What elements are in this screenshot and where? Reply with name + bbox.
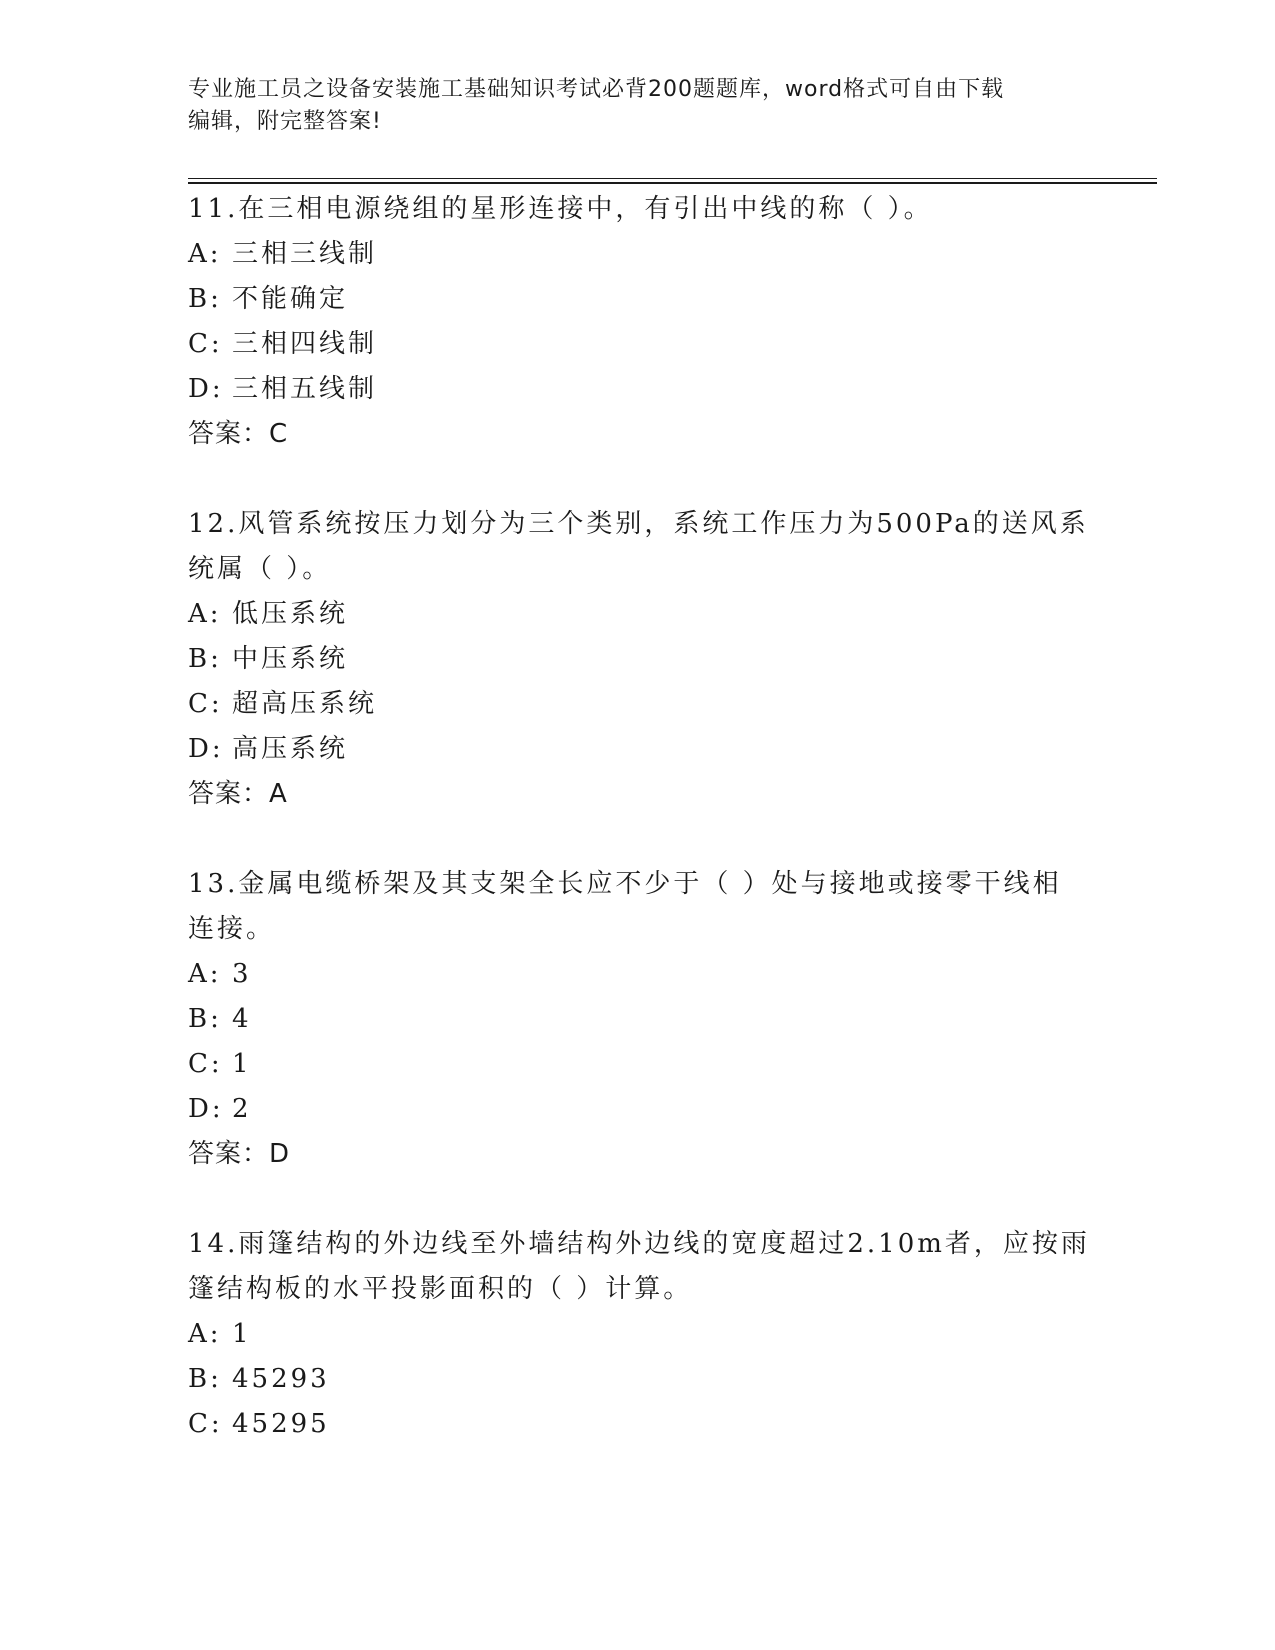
question-12-option-b — [188, 642, 348, 676]
question-13-option-d — [188, 1092, 252, 1126]
document-header — [188, 74, 1088, 138]
option-text: 45295 — [232, 1409, 330, 1439]
option-key: C: — [188, 329, 223, 359]
header-divider-thick — [188, 182, 1157, 184]
option-text: 三相五线制 — [232, 374, 378, 404]
header-line-2: 编辑，附完整答案! — [188, 109, 382, 134]
question-14-stem-line-1: 14.雨篷结构的外边线至外墙结构外边线的宽度超过2.10m者，应按雨 — [188, 1229, 1090, 1259]
question-11-answer: 答案：C — [188, 419, 289, 449]
question-14-option-c — [188, 1407, 330, 1441]
question-13-stem-line-2: 连接。 — [188, 914, 276, 944]
question-12-stem-line-2: 统属（ ）。 — [188, 554, 332, 584]
option-key: B: — [188, 644, 222, 674]
option-text: 4 — [232, 1004, 252, 1034]
option-text: 中压系统 — [232, 644, 349, 674]
question-13-option-b — [188, 1002, 252, 1036]
option-key: A: — [188, 1319, 222, 1349]
option-text: 超高压系统 — [232, 689, 378, 719]
option-key: B: — [188, 1364, 222, 1394]
option-key: D: — [188, 1094, 224, 1124]
option-text: 1 — [232, 1049, 252, 1079]
question-14-option-a — [188, 1317, 252, 1351]
option-text: 三相四线制 — [232, 329, 378, 359]
question-13-option-c — [188, 1047, 252, 1081]
question-11-option-d — [188, 372, 377, 406]
question-11-stem-line-1: 11.在三相电源绕组的星形连接中，有引出中线的称（ ）。 — [188, 194, 933, 224]
question-13-option-a — [188, 957, 252, 991]
option-key: A: — [188, 599, 222, 629]
question-14-stem-line-2: 篷结构板的水平投影面积的（ ）计算。 — [188, 1274, 693, 1304]
option-key: D: — [188, 734, 224, 764]
question-11-option-b — [188, 282, 348, 316]
option-text: 2 — [232, 1094, 252, 1124]
option-key: A: — [188, 239, 222, 269]
question-12-option-a — [188, 597, 348, 631]
option-key: C: — [188, 1049, 223, 1079]
option-text: 45293 — [232, 1364, 330, 1394]
header-line-1: 专业施工员之设备安装施工基础知识考试必背200题题库，word格式可自由下载 — [188, 77, 1005, 102]
question-11-option-a — [188, 237, 377, 271]
question-12-option-d — [188, 732, 348, 766]
option-key: C: — [188, 1409, 223, 1439]
option-text: 高压系统 — [232, 734, 349, 764]
question-12-stem-line-1: 12.风管系统按压力划分为三个类别，系统工作压力为500Pa的送风系 — [188, 509, 1089, 539]
header-divider-thin — [188, 178, 1157, 179]
option-text: 1 — [232, 1319, 252, 1349]
question-11-option-c — [188, 327, 377, 361]
option-key: B: — [188, 1004, 222, 1034]
question-12-option-c — [188, 687, 377, 721]
option-key: C: — [188, 689, 223, 719]
option-key: D: — [188, 374, 224, 404]
option-text: 不能确定 — [232, 284, 349, 314]
question-13-stem-line-1: 13.金属电缆桥架及其支架全长应不少于（ ）处与接地或接零干线相 — [188, 869, 1062, 899]
option-text: 3 — [232, 959, 252, 989]
question-14-option-b — [188, 1362, 330, 1396]
option-key: B: — [188, 284, 222, 314]
question-12-answer: 答案：A — [188, 779, 288, 809]
option-text: 低压系统 — [232, 599, 349, 629]
option-text: 三相三线制 — [232, 239, 378, 269]
question-13-answer: 答案：D — [188, 1139, 291, 1169]
option-key: A: — [188, 959, 222, 989]
